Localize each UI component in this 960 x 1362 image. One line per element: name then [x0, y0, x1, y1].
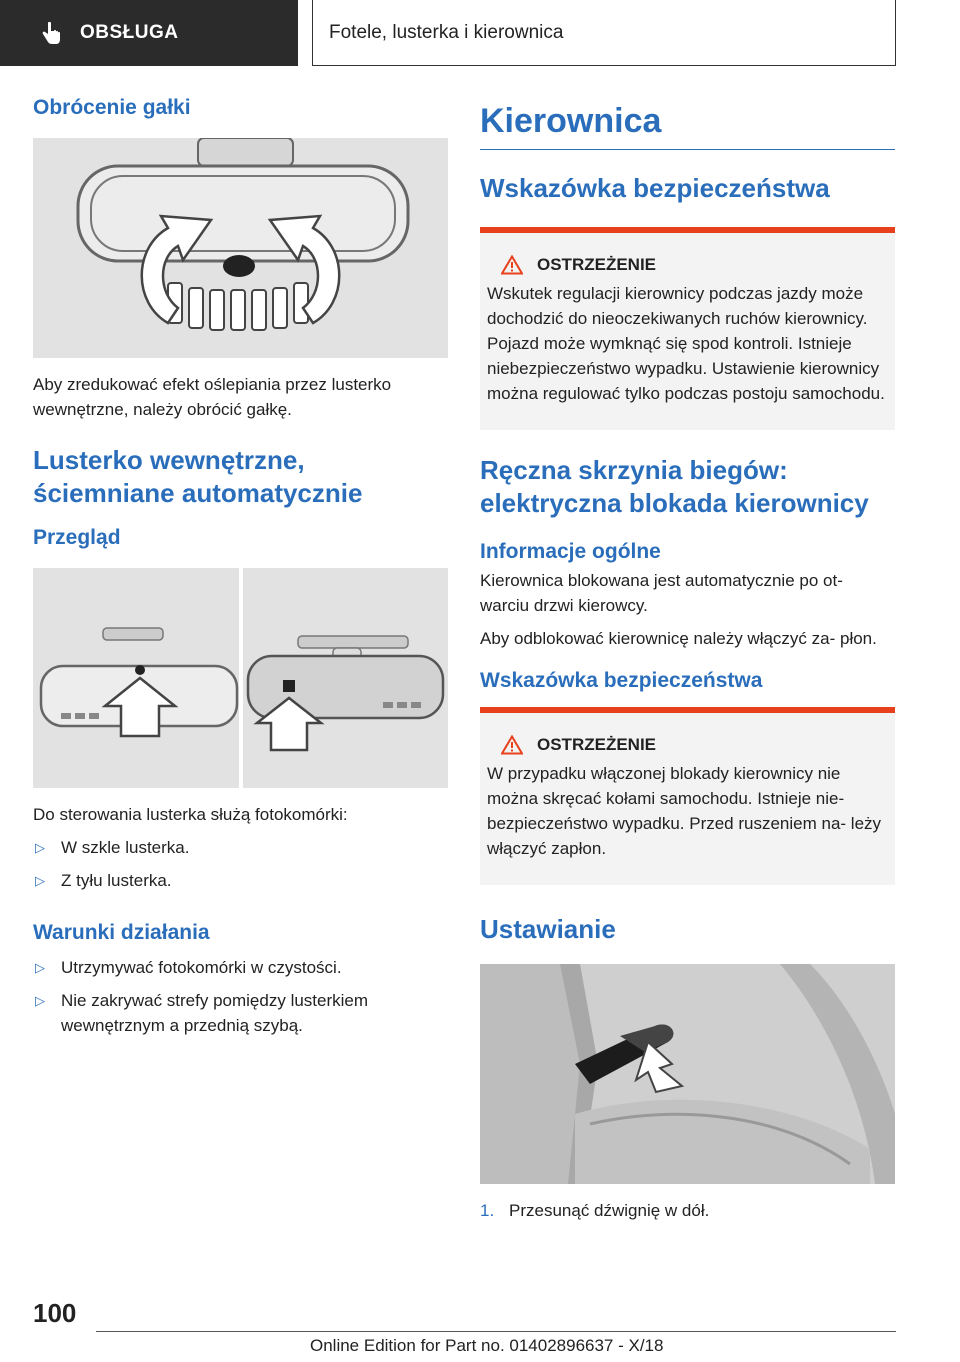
warning-box-1	[480, 227, 895, 430]
warning-triangle-icon	[501, 255, 523, 275]
section-tab	[0, 0, 298, 66]
warning-box-2	[480, 707, 895, 885]
heading-general-info: Informacje ogólne	[480, 540, 661, 563]
adjust-steps	[480, 1198, 895, 1223]
chapter-title	[312, 0, 896, 66]
hand-pointer-icon	[40, 21, 62, 45]
footer-edition: Online Edition for Part no. 01402896637 - X/18	[310, 1336, 664, 1355]
left-column	[33, 96, 448, 1046]
general-info-1: Kierownica blokowana jest automatycznie po ot- warciu drzwi kierowcy.	[480, 571, 843, 615]
sensors-intro: Do sterowania lusterka służą fotokomórki:	[33, 805, 348, 824]
chapter-title-text: Fotele, lusterka i kierownica	[329, 21, 564, 43]
list-item: ▷ Z tyłu lusterka.	[33, 868, 448, 893]
page-header	[0, 0, 960, 66]
heading-overview: Przegląd	[33, 526, 121, 549]
steering-lever-illustration	[480, 964, 895, 1184]
triangle-bullet-icon: ▷	[35, 960, 45, 975]
heading-auto-dimming: Lusterko wewnętrzne, ściemniane automatycznie	[33, 445, 363, 508]
conditions-list	[33, 955, 448, 1038]
warning-text-1: Wskutek regulacji kierownicy podczas jazdy może dochodzić do nieoczekiwanych ruchów kierownicy. Pojazd może wymknąć się spod kontroli. Istnieje niebezpieczeństwo wypadku. Ustawienie kierownicy można regulować tylko podczas postoju samochodu.	[487, 284, 885, 403]
heading-safety-2: Wskazówka bezpieczeństwa	[480, 669, 763, 692]
mirror-knob-image	[33, 138, 448, 358]
mirror-sensors-illustration	[33, 568, 448, 788]
warning-text-2: W przypadku włączonej blokady kierownicy nie można skręcać kołami samochodu. Istnieje nie- bezpieczeństwo wypadku. Przed ruszeniem na- leży włączyć zapłon.	[487, 764, 882, 858]
footer-divider	[96, 1331, 896, 1332]
list-item: ▷ Utrzymywać fotokomórki w czystości.	[33, 955, 448, 980]
heading-knob: Obrócenie gałki	[33, 96, 191, 119]
section-title: OBSŁUGA	[80, 22, 179, 43]
warning-triangle-icon	[501, 735, 523, 755]
list-item: ▷ W szkle lusterka.	[33, 835, 448, 860]
triangle-bullet-icon: ▷	[35, 873, 45, 888]
heading-manual-gearbox: Ręczna skrzynia biegów: elektryczna blokada kierownicy	[480, 455, 869, 518]
sensors-list	[33, 835, 448, 893]
right-column	[480, 102, 895, 1223]
page-number: 100	[33, 1298, 77, 1328]
general-info-2: Aby odblokować kierownicę należy włączyć za- płon.	[480, 629, 877, 648]
heading-adjust: Ustawianie	[480, 914, 616, 944]
heading-safety-1: Wskazówka bezpieczeństwa	[480, 173, 830, 203]
warning-title-2: OSTRZEŻENIE	[487, 735, 887, 755]
list-item: ▷ Nie zakrywać strefy pomiędzy lusterkiem wewnętrznym a przednią szybą.	[33, 988, 448, 1038]
list-item: 1. Przesunąć dźwignię w dół.	[480, 1201, 710, 1220]
knob-description: Aby zredukować efekt oślepiania przez lusterko wewnętrzne, należy obrócić gałkę.	[33, 375, 392, 419]
triangle-bullet-icon: ▷	[35, 993, 45, 1008]
warning-title-1: OSTRZEŻENIE	[487, 255, 887, 275]
steering-lever-image	[480, 964, 895, 1184]
triangle-bullet-icon: ▷	[35, 840, 45, 855]
heading-conditions: Warunki działania	[33, 921, 210, 944]
mirror-knob-illustration	[33, 138, 448, 358]
heading-steering-wheel: Kierownica	[480, 102, 895, 150]
mirror-sensors-image	[33, 568, 448, 788]
